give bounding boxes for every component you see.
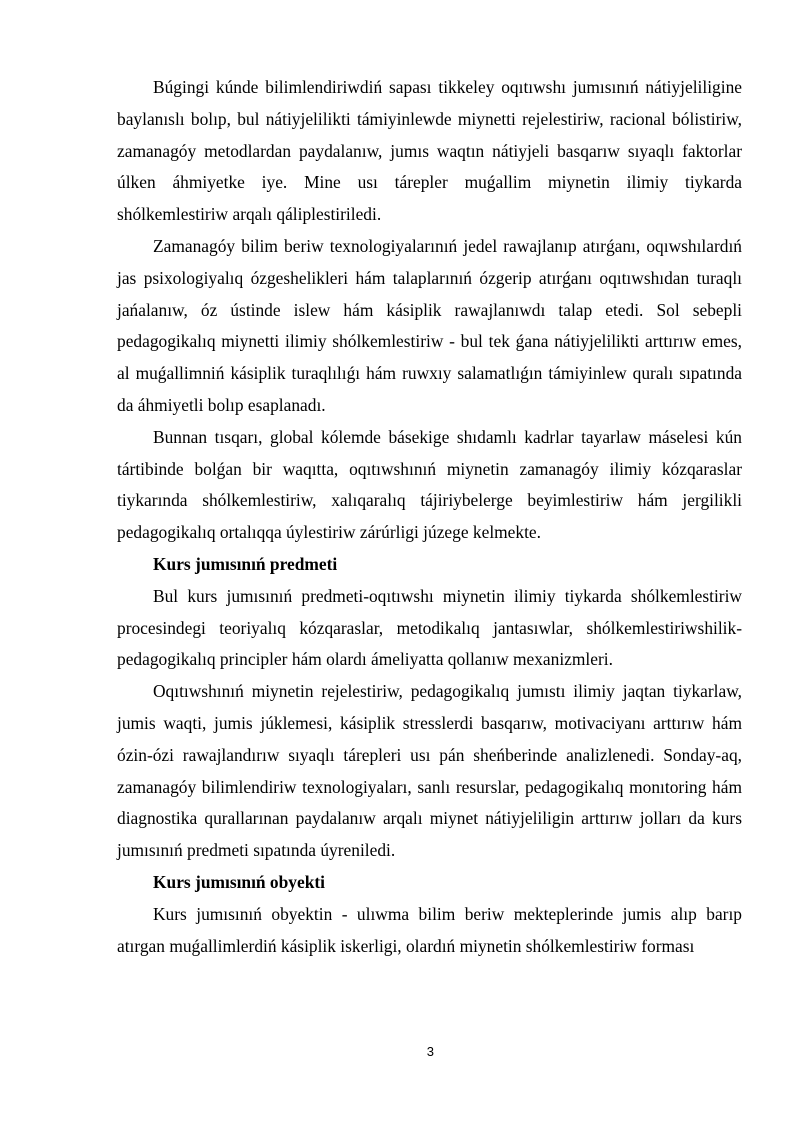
page-number: 3 — [426, 1044, 434, 1059]
paragraph-intro-2: Zamanagóy bilim beriw texnologiyalarınıń jedel rawajlanıp atırǵanı, oqıwshılardıń jas psixologiyalıq ózgeshelikleri hám talaplarınıń ózgerip atırǵanı oqıtıwshıdan turaqlı jańalanıw, óz ústinde islew hám kásiplik rawajlanıwdı talap etedi. Sol sebepli pedagogikalıq miynetti ilimiy shólkemlestiriw - bul tek ǵana nátiyjelilikti arttırıw emes, al muǵallimniń kásiplik turaqlılıǵı hám ruwxıy salamatlıǵın támiyinlew quralı sıpatında da áhmiyetli bolıp esaplanadı. — [117, 235, 742, 415]
document-page — [117, 72, 742, 962]
heading-object: Kurs jumısınıń obyekti — [153, 871, 326, 892]
heading-subject: Kurs jumısınıń predmeti — [153, 553, 338, 574]
paragraph-intro-3: Bunnan tısqarı, global kólemde básekige shıdamlı kadrlar tayarlaw máselesi kún tártibinde bolǵan bir waqıtta, oqıtıwshınıń miynetin zamanagóy ilimiy kózqaraslar tiykarında shólkemlestiriw, xalıqaralıq tájiriybelerge beyimlestiriw hám jergilikli pedagogikalıq ortalıqqa úylestiriw zárúrligi júzege kelmekte. — [117, 426, 742, 543]
paragraph-intro-1: Búgingi kúnde bilimlendiriwdiń sapası tikkeley oqıtıwshı jumısınıń nátiyjeliligine baylanıslı bolıp, bul nátiyjelilikti támiyinlewde miynetti rejelestiriw, racional bólistiriw, zamanagóy metodlardan paydalanıw, jumıs waqtın nátiyjeli basqarıw sıyaqlı faktorlar úlken áhmiyetke iye. Mine usı tárepler muǵallim miynetin ilimiy tiykarda shólkemlestiriw arqalı qáliplestiriledi. — [117, 77, 742, 225]
paragraph-object-1: Kurs jumısınıń obyektin - ulıwma bilim beriw mekteplerinde jumis alıp barıp atırgan muǵallimlerdiń kásiplik iskerligi, olardıń miynetin shólkemlestiriw forması — [117, 903, 742, 956]
paragraph-subject-1: Bul kurs jumısınıń predmeti-oqıtıwshı miynetin ilimiy tiykarda shólkemlestiriw procesindegi teoriyalıq kózqaraslar, metodikalıq jantasıwlar, shólkemlestiriwshilik-pedagogikalıq principler hám olardı ámeliyatta qollanıw mexanizmleri. — [117, 585, 742, 670]
paragraph-subject-2: Oqıtıwshınıń miynetin rejelestiriw, pedagogikalıq jumıstı ilimiy jaqtan tiykarlaw, jumis waqti, jumis júklemesi, kásiplik stresslerdi basqarıw, motivaciyanı arttırıw hám ózin-ózi rawajlandırıw sıyaqlı tárepleri usı pán sheńberinde analizlenedi. Sonday-aq, zamanagóy bilimlendiriw texnologiyaları, sanlı resurslar, pedagogikalıq monıtoring hám diagnostika qurallarınan paydalanıw arqalı miynet nátiyjeliligin arttırıw jolları da kurs jumısınıń predmeti sıpatında úyreniledi. — [117, 681, 742, 861]
page-number-footer — [0, 1044, 800, 1059]
